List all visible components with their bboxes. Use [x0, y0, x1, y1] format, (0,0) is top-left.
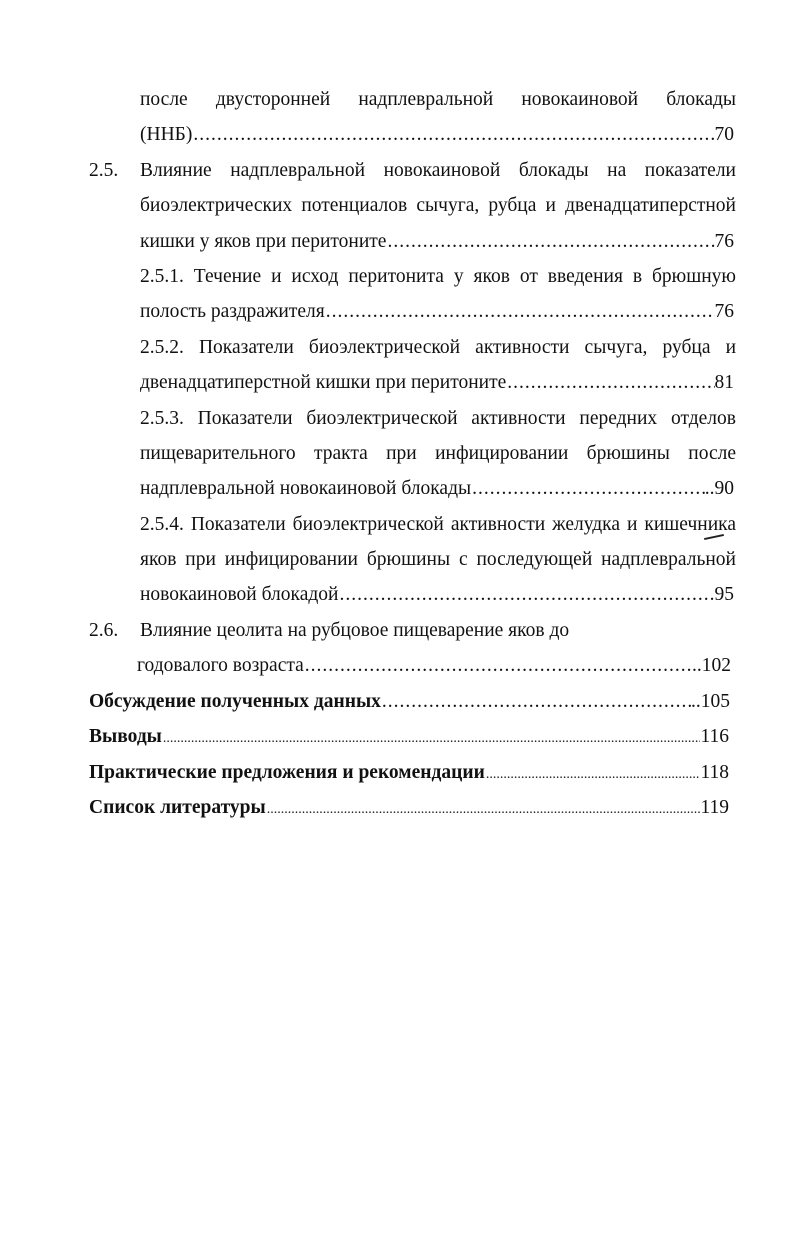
toc-entry-2-6-line1: Влияние цеолита на рубцовое пищеварение яков до: [140, 620, 570, 641]
toc-entry-2-5-1-line2: [140, 296, 734, 328]
toc-entry-text: Обсуждение полученных данных: [89, 691, 381, 712]
toc-page-number: 95: [714, 584, 734, 605]
toc-entry-2-5-line3: [140, 226, 734, 258]
toc-entry-2-5-line1: Влияние надплевральной новокаиновой блокады на показатели: [140, 160, 736, 181]
toc-entry-2-5-3-line3: [140, 473, 734, 505]
toc-page-number: ..90: [704, 478, 734, 499]
toc-entry-text: кишки у яков при перитоните: [140, 231, 387, 252]
toc-page-number: 119: [700, 797, 729, 818]
toc-entry-2-5-3-line1: 2.5.3. Показатели биоэлектрической активности передних отделов: [140, 408, 736, 429]
dot-leader: [471, 473, 705, 505]
toc-entry-2-6-line2: [137, 650, 731, 682]
toc-entry-2-5-4-line3: [140, 579, 734, 611]
toc-entry-text: Выводы: [89, 726, 162, 747]
toc-entry-text: новокаиновой блокадой: [140, 584, 339, 605]
dot-leader: [266, 794, 701, 826]
toc-entry-2-5-line2: биоэлектрических потенциалов сычуга, рубца и двенадцатиперстной: [140, 195, 736, 216]
dot-leader: [325, 296, 715, 328]
toc-entry-discussion: [89, 686, 730, 718]
toc-section-number: 2.6.: [89, 620, 119, 641]
toc-entry-text: надплевральной новокаиновой блокады: [140, 478, 472, 499]
toc-entry-text: Практические предложения и рекомендации: [89, 762, 485, 783]
toc-page-number: ..105: [691, 691, 730, 712]
dot-leader: [162, 723, 701, 755]
toc-entry-practical: [89, 757, 729, 789]
dot-leader: [485, 759, 701, 791]
toc-entry-prev-line2: [140, 119, 734, 151]
toc-page-number: 76: [714, 231, 734, 252]
toc-entry-references: [89, 792, 729, 824]
dot-leader: [192, 119, 714, 151]
toc-entry-text: (ННБ): [140, 124, 193, 145]
toc-page-number: 81: [714, 372, 734, 393]
dot-leader: [338, 579, 714, 611]
toc-entry-2-5-1-line1: 2.5.1. Течение и исход перитонита у яков от введения в брюшную: [140, 266, 736, 287]
toc-entry-2-5-4-line1: 2.5.4. Показатели биоэлектрической активности желудка и кишечника: [140, 514, 736, 535]
toc-entry-text: годовалого возраста: [137, 655, 304, 676]
toc-page-number: 116: [700, 726, 729, 747]
toc-entry-2-5-2-line1: 2.5.2. Показатели биоэлектрической активности сычуга, рубца и: [140, 337, 736, 358]
dot-leader: [386, 226, 714, 258]
toc-entry-2-5-4-line2: яков при инфицировании брюшины с последующей надплевральной: [140, 549, 736, 570]
dot-leader: [506, 367, 714, 399]
toc-page-number: 70: [714, 124, 734, 145]
toc-page-number: 76: [714, 301, 734, 322]
toc-entry-text: Список литературы: [89, 797, 266, 818]
dot-leader: [381, 686, 691, 718]
toc-entry-text: полость раздражителя: [140, 301, 325, 322]
toc-entry-2-5-3-line2: пищеварительного тракта при инфицировании брюшины после: [140, 443, 736, 464]
toc-entry-text: двенадцатиперстной кишки при перитоните: [140, 372, 507, 393]
toc-entry-conclusions: [89, 721, 729, 753]
toc-page-number: ..102: [692, 655, 731, 676]
toc-entry-2-5-2-line2: [140, 367, 734, 399]
dot-leader: [304, 650, 692, 682]
toc-page-number: 118: [700, 762, 729, 783]
toc-section-number: 2.5.: [89, 160, 119, 181]
toc-entry-prev-line1: после двусторонней надплевральной новокаиновой блокады: [140, 89, 736, 110]
